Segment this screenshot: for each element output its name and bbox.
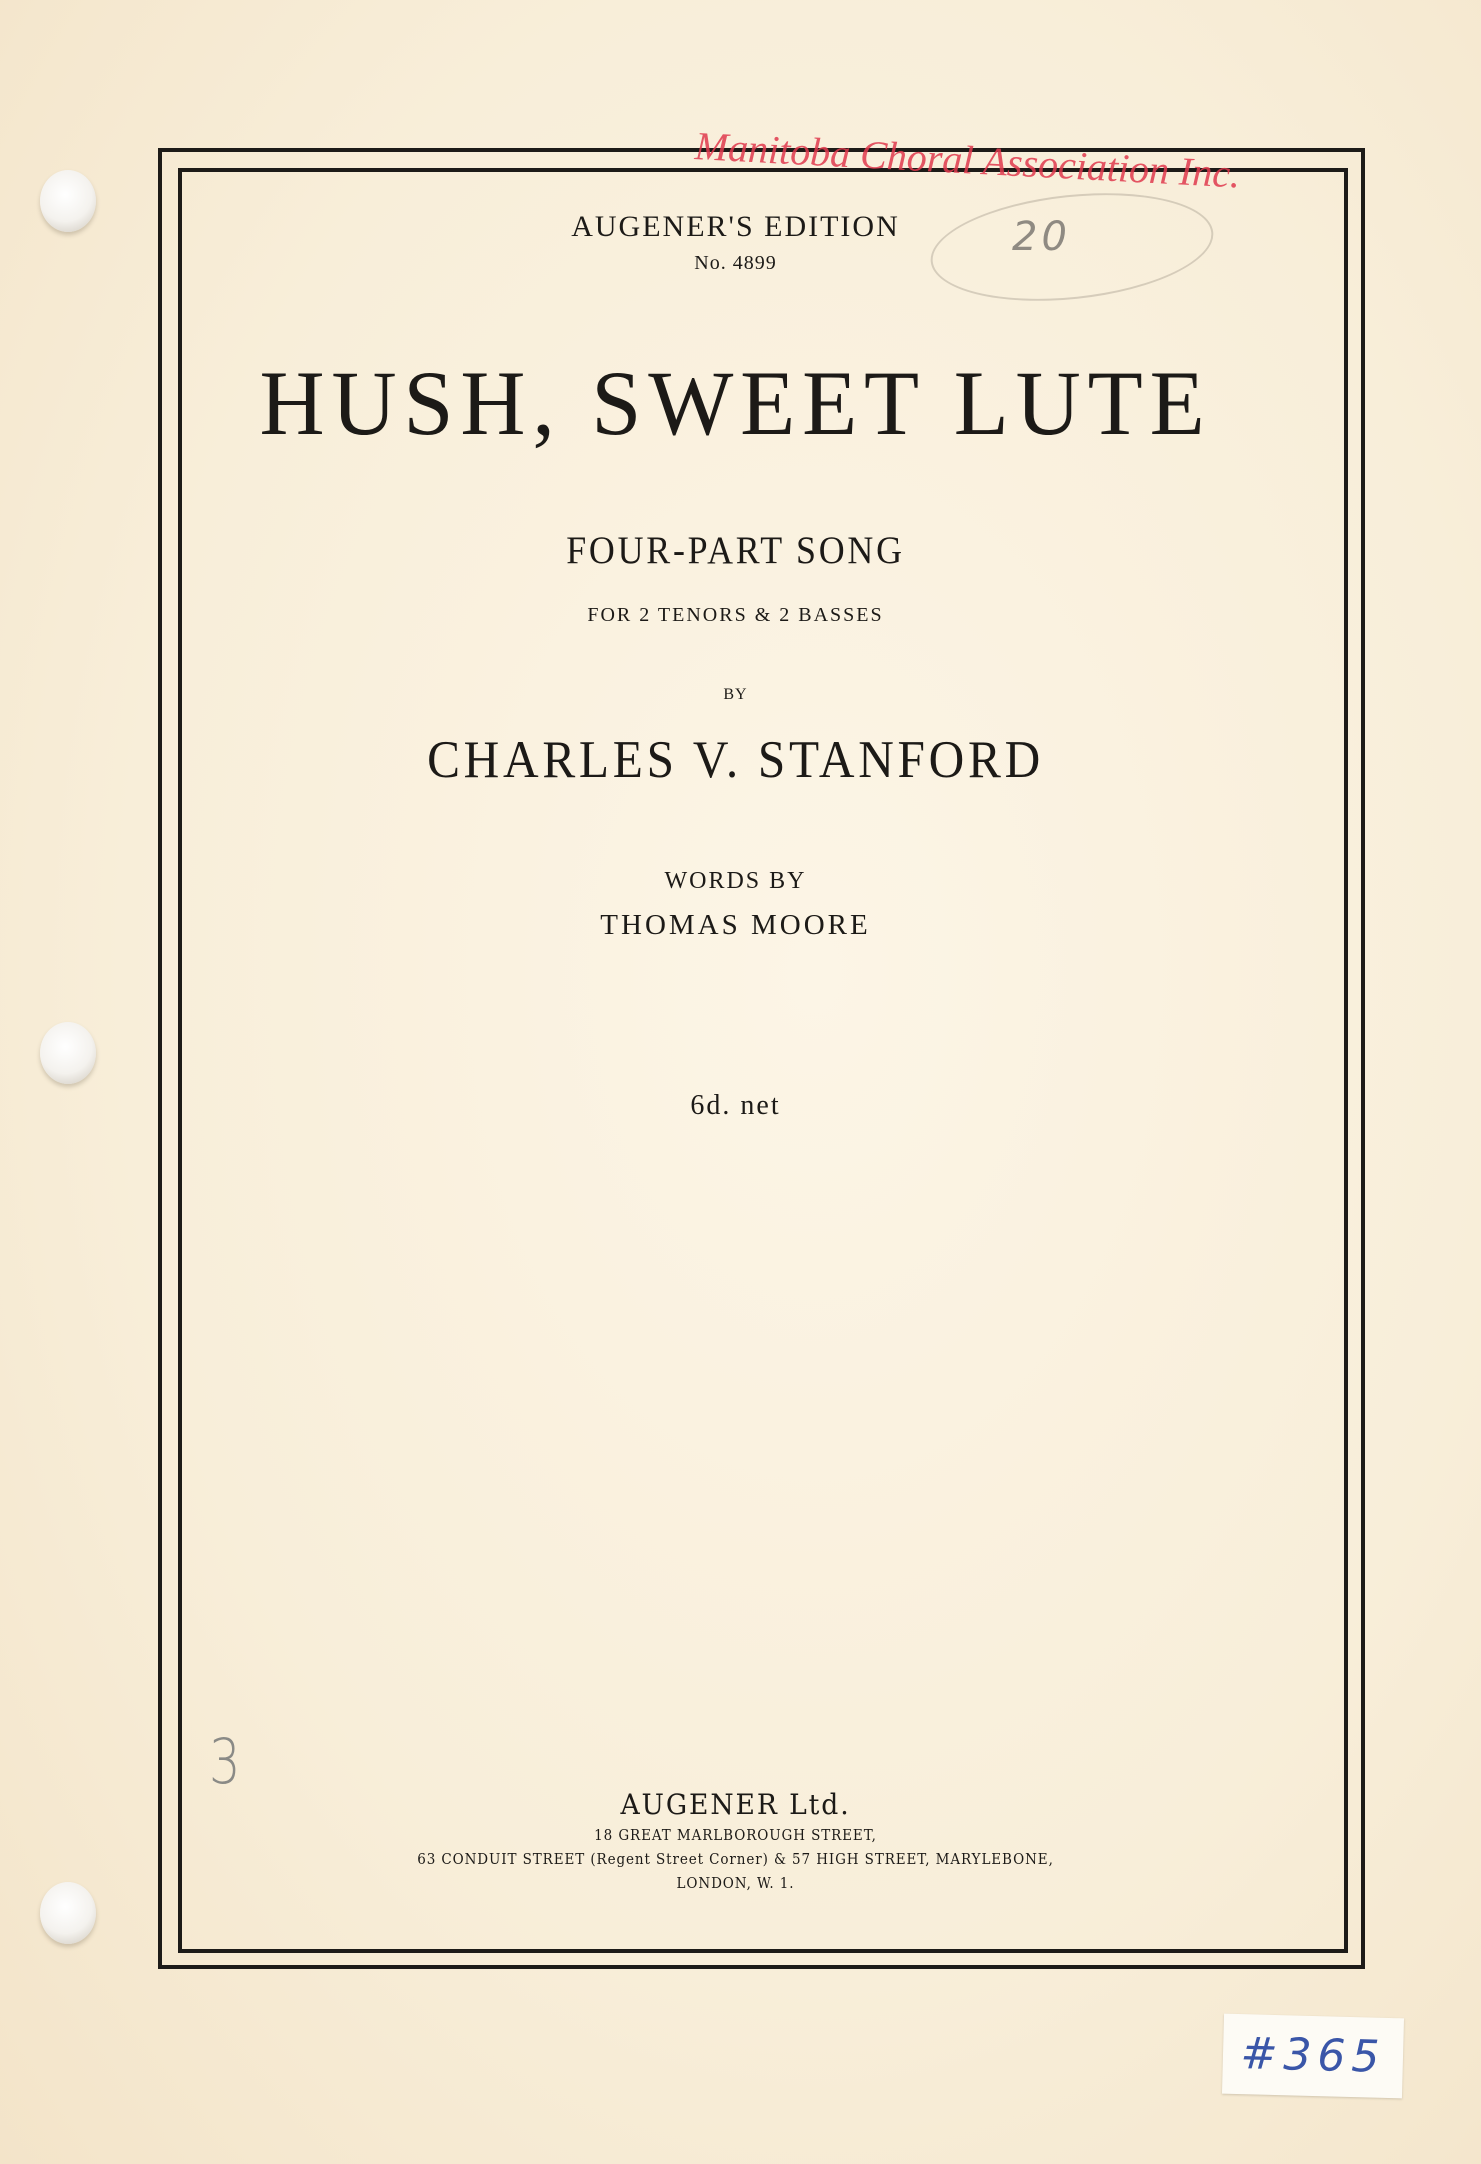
edition-series: AUGENER'S EDITION	[571, 210, 900, 243]
words-by-label: WORDS BY	[664, 868, 807, 894]
pencil-number-side: 3	[208, 1725, 241, 1798]
edition-number: No. 4899	[694, 252, 777, 274]
publisher-address-line: 63 CONDUIT STREET (Regent Street Corner) & 57 HIGH STREET, MARYLEBONE,	[417, 1850, 1054, 1868]
publisher-name: AUGENER Ltd.	[620, 1788, 851, 1821]
ownership-stamp: Manitoba Choral Association Inc.	[693, 123, 1242, 197]
price: 6d. net	[690, 1090, 781, 1121]
by-label: BY	[723, 686, 748, 703]
lyricist-name: THOMAS MOORE	[600, 909, 871, 941]
catalog-label	[1222, 2014, 1404, 2099]
pencil-number-top: 20	[1012, 214, 1071, 260]
punch-hole-middle	[40, 1022, 96, 1084]
page-title: HUSH, SWEET LUTE	[259, 352, 1212, 454]
composer-name: CHARLES V. STANFORD	[427, 731, 1044, 789]
voicing: FOR 2 TENORS & 2 BASSES	[587, 604, 884, 626]
publisher-address-line: 18 GREAT MARLBOROUGH STREET,	[594, 1826, 877, 1844]
subtitle: FOUR-PART SONG	[566, 529, 905, 572]
publisher-address-line: LONDON, W. 1.	[676, 1874, 795, 1892]
catalog-number: #365	[1239, 2028, 1387, 2083]
